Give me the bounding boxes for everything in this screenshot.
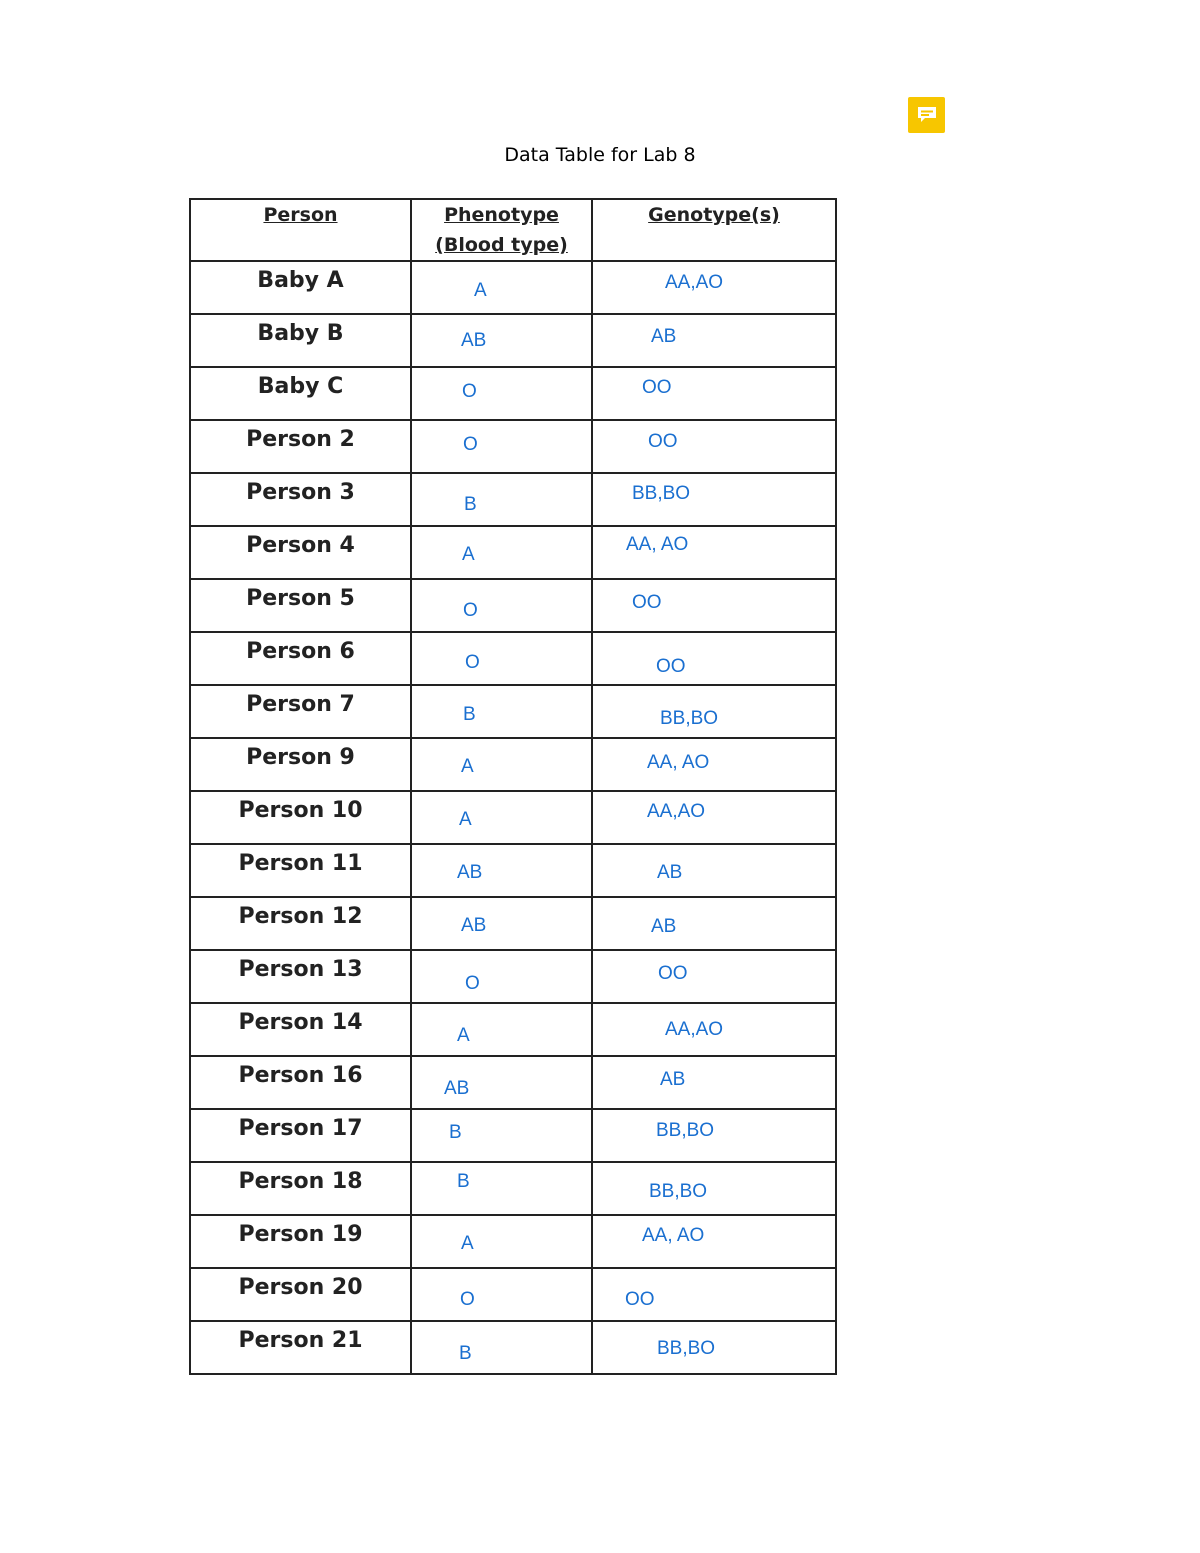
comment-button[interactable]: [908, 97, 945, 133]
genotype-value: OO: [648, 431, 678, 452]
genotype-value: BB,BO: [656, 1120, 715, 1141]
phenotype-value: O: [460, 1289, 475, 1310]
phenotype-cell: [411, 632, 592, 685]
person-cell: Person 12: [190, 897, 411, 950]
genotype-cell: [592, 738, 836, 791]
genotype-cell: [592, 791, 836, 844]
phenotype-value: O: [465, 973, 480, 994]
genotype-cell: [592, 420, 836, 473]
person-cell: Person 10: [190, 791, 411, 844]
table-row: [190, 738, 836, 791]
phenotype-value: O: [462, 381, 477, 402]
phenotype-value: B: [449, 1122, 462, 1143]
person-cell: Person 9: [190, 738, 411, 791]
genotype-value: OO: [642, 377, 672, 398]
phenotype-cell: [411, 1109, 592, 1162]
phenotype-cell: [411, 844, 592, 897]
genotype-cell: [592, 897, 836, 950]
table-row: [190, 1162, 836, 1215]
phenotype-value: O: [463, 434, 478, 455]
person-cell: Person 4: [190, 526, 411, 579]
phenotype-cell: [411, 314, 592, 367]
phenotype-cell: [411, 950, 592, 1003]
phenotype-value: A: [461, 756, 474, 777]
table-row: [190, 420, 836, 473]
genotype-cell: [592, 632, 836, 685]
genotype-cell: [592, 1321, 836, 1374]
person-cell: Person 2: [190, 420, 411, 473]
person-cell: Person 20: [190, 1268, 411, 1321]
phenotype-cell: [411, 526, 592, 579]
table-row: [190, 1215, 836, 1268]
phenotype-cell: [411, 791, 592, 844]
table-row: [190, 367, 836, 420]
phenotype-value: AB: [444, 1078, 470, 1099]
person-cell: Baby C: [190, 367, 411, 420]
phenotype-cell: [411, 1268, 592, 1321]
genotype-cell: [592, 579, 836, 632]
genotype-value: OO: [656, 656, 686, 677]
person-cell: Person 6: [190, 632, 411, 685]
genotype-value: AA,AO: [665, 1019, 724, 1040]
person-cell: Person 18: [190, 1162, 411, 1215]
genotype-cell: [592, 844, 836, 897]
person-cell: Person 14: [190, 1003, 411, 1056]
person-cell: Person 5: [190, 579, 411, 632]
person-cell: Person 3: [190, 473, 411, 526]
phenotype-value: O: [465, 652, 480, 673]
table-row: [190, 314, 836, 367]
genotype-cell: [592, 685, 836, 738]
person-cell: Baby A: [190, 261, 411, 314]
genotype-value: AA,AO: [647, 801, 706, 822]
table-row: [190, 685, 836, 738]
document-title: Data Table for Lab 8: [504, 144, 696, 166]
comment-icon: [916, 105, 938, 125]
table-row: [190, 526, 836, 579]
phenotype-cell: [411, 738, 592, 791]
phenotype-value: AB: [461, 915, 487, 936]
genotype-cell: [592, 473, 836, 526]
genotype-cell: [592, 1056, 836, 1109]
phenotype-value: A: [459, 809, 472, 830]
table-row: [190, 632, 836, 685]
phenotype-cell: [411, 261, 592, 314]
genotype-value: OO: [625, 1289, 655, 1310]
header-genotype: Genotype(s): [592, 199, 836, 261]
phenotype-cell: [411, 1321, 592, 1374]
phenotype-value: B: [464, 494, 477, 515]
table-row: [190, 473, 836, 526]
genotype-cell: [592, 261, 836, 314]
genotype-cell: [592, 367, 836, 420]
phenotype-value: B: [457, 1171, 470, 1192]
genotype-value: AB: [651, 916, 677, 937]
header-phenotype-line1: Phenotype: [444, 204, 559, 226]
genotype-value: AB: [657, 862, 683, 883]
table-row: [190, 261, 836, 314]
genotype-value: AA, AO: [642, 1225, 705, 1246]
genotype-cell: [592, 526, 836, 579]
header-phenotype-line2: (Blood type): [435, 234, 568, 256]
phenotype-cell: [411, 579, 592, 632]
table-row: [190, 579, 836, 632]
genotype-value: BB,BO: [660, 708, 719, 729]
phenotype-cell: [411, 1215, 592, 1268]
genotype-value: AA, AO: [626, 534, 689, 555]
person-cell: Person 17: [190, 1109, 411, 1162]
table-row: [190, 791, 836, 844]
genotype-cell: [592, 314, 836, 367]
genotype-value: OO: [632, 592, 662, 613]
table-row: [190, 950, 836, 1003]
person-cell: Person 21: [190, 1321, 411, 1374]
table-row: [190, 1268, 836, 1321]
genotype-cell: [592, 1003, 836, 1056]
phenotype-cell: [411, 685, 592, 738]
genotype-value: BB,BO: [657, 1338, 716, 1359]
phenotype-cell: [411, 473, 592, 526]
phenotype-value: A: [462, 544, 475, 565]
person-cell: Person 19: [190, 1215, 411, 1268]
table-row: [190, 1056, 836, 1109]
genotype-value: BB,BO: [632, 483, 691, 504]
phenotype-value: B: [459, 1343, 472, 1364]
person-cell: Person 13: [190, 950, 411, 1003]
genotype-value: AB: [660, 1069, 686, 1090]
person-cell: Person 16: [190, 1056, 411, 1109]
phenotype-value: AB: [457, 862, 483, 883]
header-row: [190, 199, 836, 261]
phenotype-cell: [411, 897, 592, 950]
genotype-cell: [592, 1268, 836, 1321]
table-row: [190, 844, 836, 897]
phenotype-value: A: [457, 1025, 470, 1046]
table-row: [190, 897, 836, 950]
phenotype-cell: [411, 1003, 592, 1056]
person-cell: Person 7: [190, 685, 411, 738]
table-row: [190, 1109, 836, 1162]
phenotype-value: AB: [461, 330, 487, 351]
person-cell: Person 11: [190, 844, 411, 897]
phenotype-cell: [411, 1056, 592, 1109]
genotype-value: AA, AO: [647, 752, 710, 773]
header-phenotype: [411, 199, 592, 261]
genotype-cell: [592, 1109, 836, 1162]
genotype-value: OO: [658, 963, 688, 984]
phenotype-cell: [411, 420, 592, 473]
header-person: Person: [190, 199, 411, 261]
genotype-cell: [592, 1215, 836, 1268]
phenotype-value: O: [463, 600, 478, 621]
phenotype-value: A: [474, 280, 487, 301]
table-row: [190, 1321, 836, 1374]
genotype-value: AB: [651, 326, 677, 347]
genotype-cell: [592, 950, 836, 1003]
phenotype-cell: [411, 367, 592, 420]
phenotype-value: A: [461, 1233, 474, 1254]
data-table: [189, 198, 837, 1375]
genotype-value: AA,AO: [665, 272, 724, 293]
genotype-value: BB,BO: [649, 1181, 708, 1202]
phenotype-cell: [411, 1162, 592, 1215]
genotype-cell: [592, 1162, 836, 1215]
table-row: [190, 1003, 836, 1056]
person-cell: Baby B: [190, 314, 411, 367]
phenotype-value: B: [463, 704, 476, 725]
